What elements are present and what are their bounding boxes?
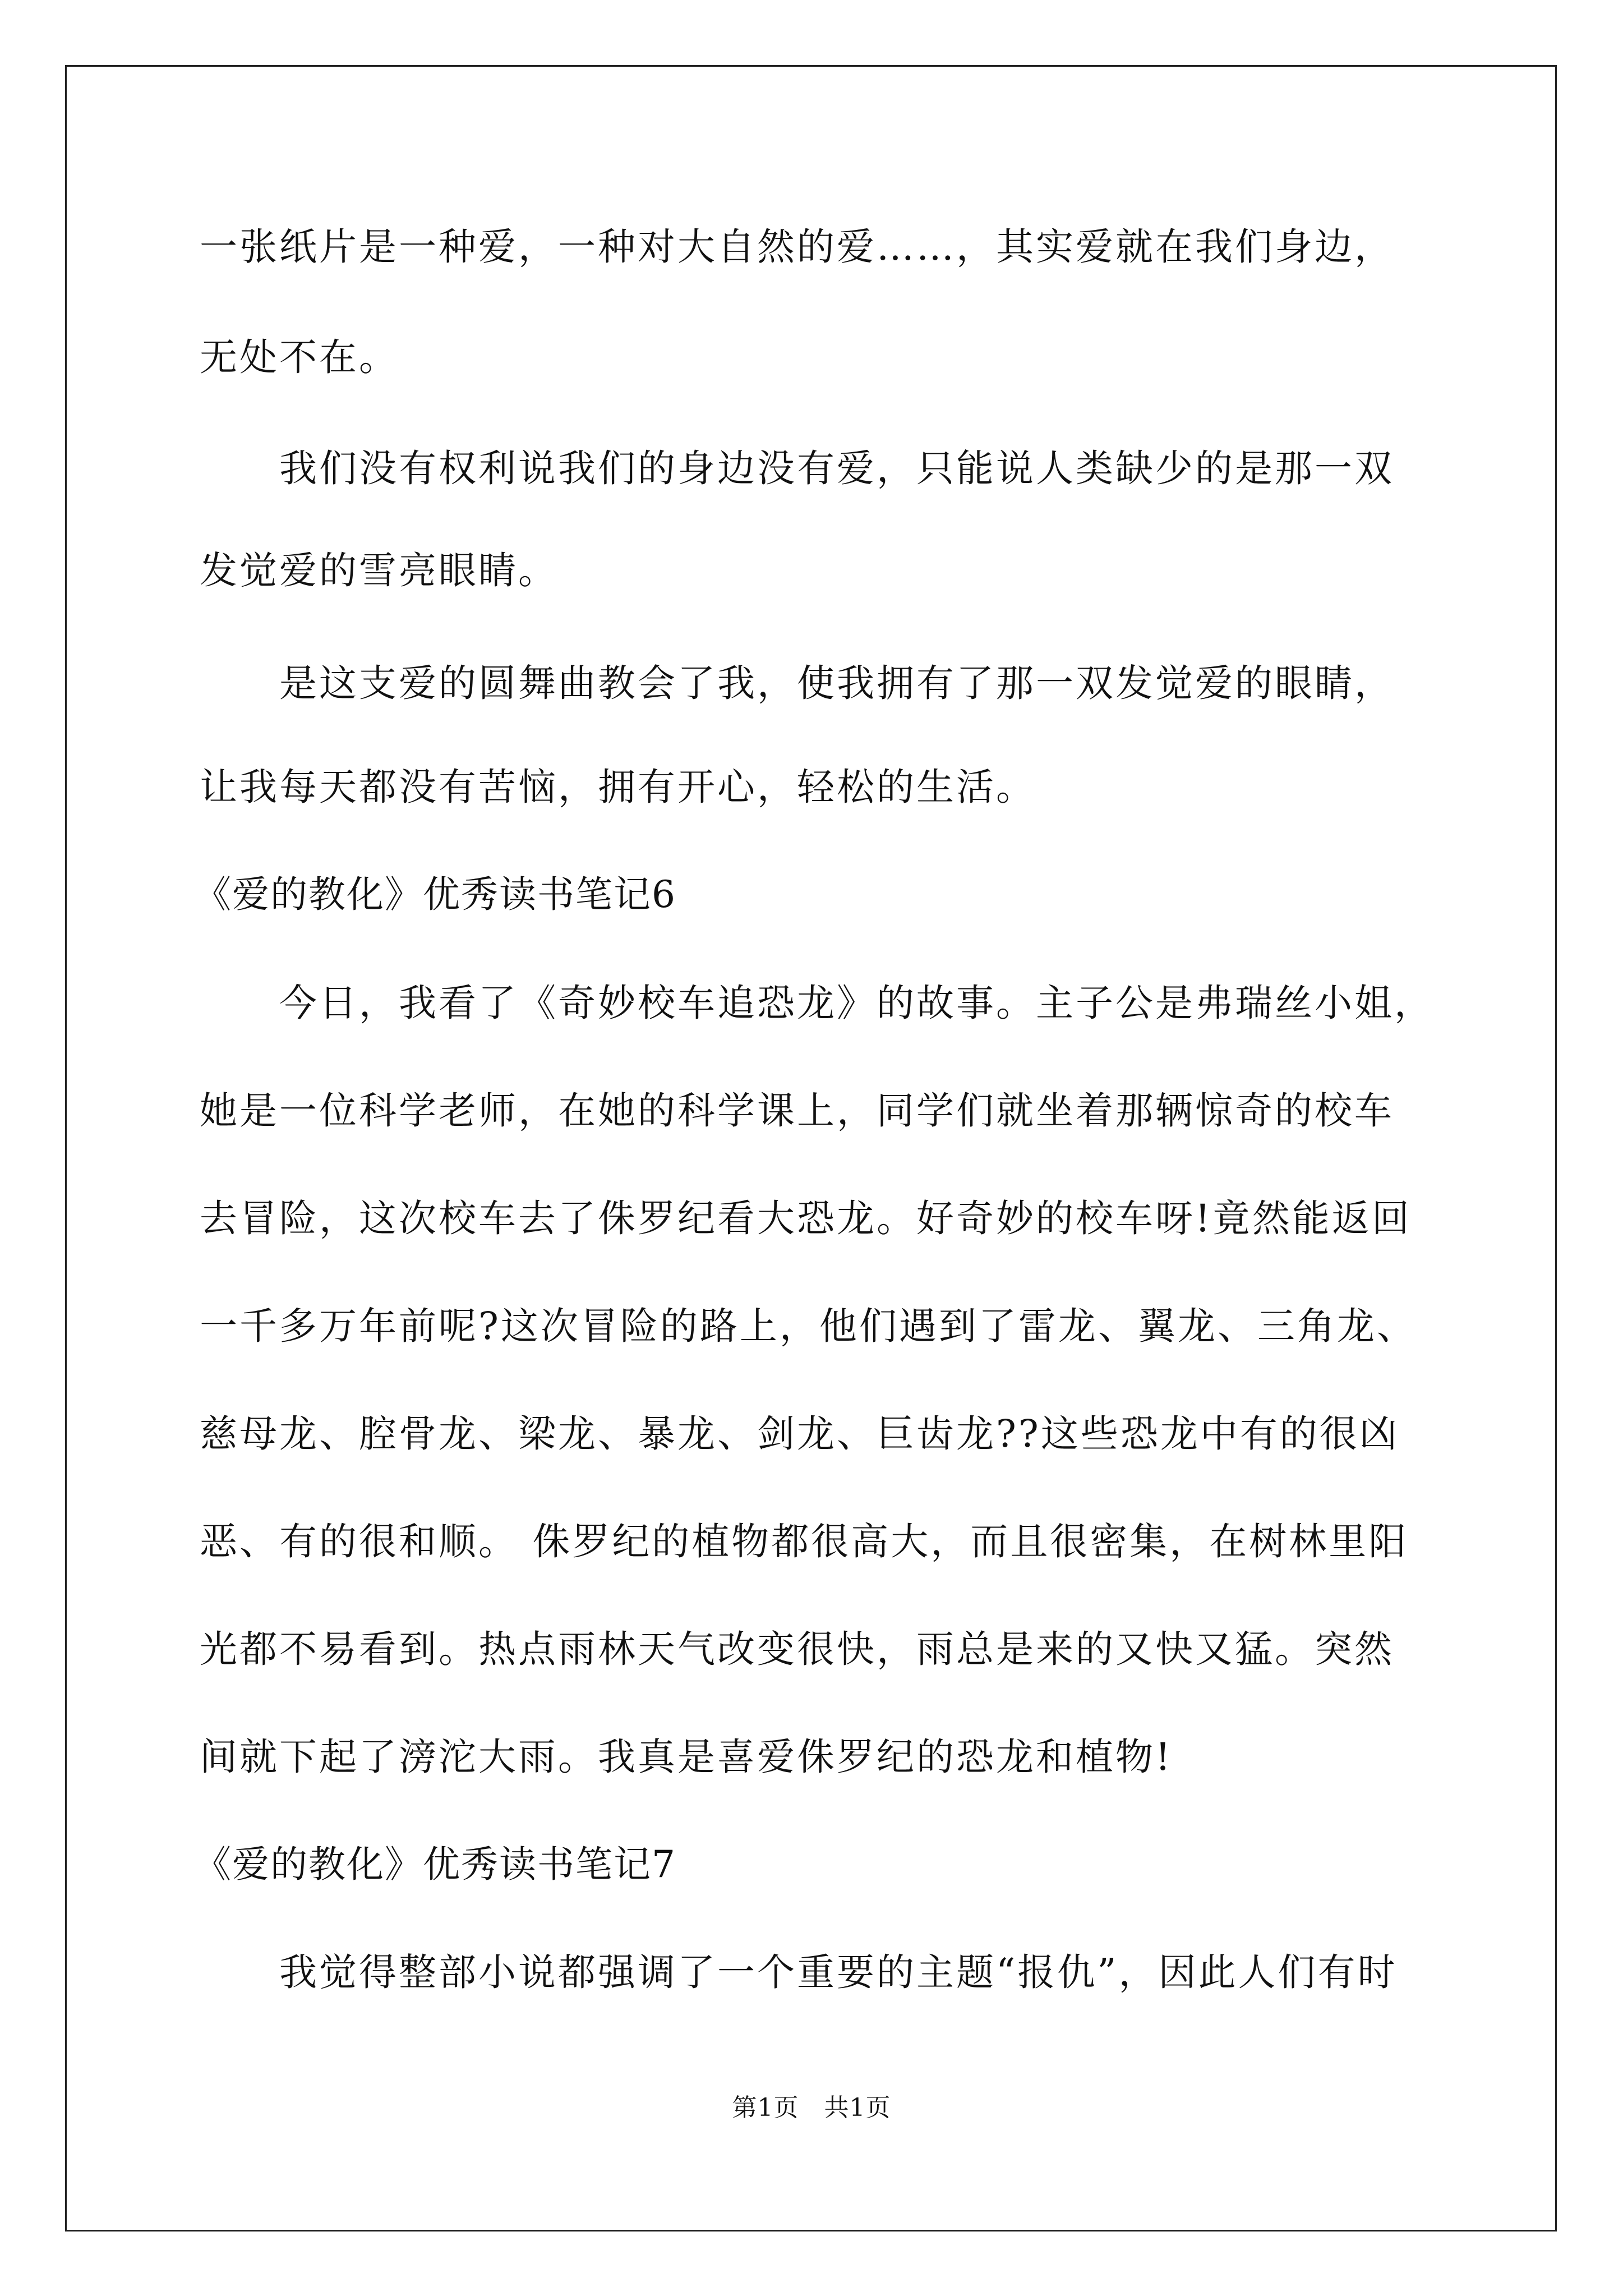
text-line: 光都不易看到。热点雨林天气改变很快，雨总是来的又快又猛。突然 <box>200 1627 1394 1671</box>
text-line: 去冒险，这次校车去了侏罗纪看大恐龙。好奇妙的校车呀!竟然能返回 <box>200 1197 1412 1240</box>
paragraph-start-line: 我觉得整部小说都强调了一个重要的主题“报仇”，因此人们有时 <box>279 1950 1398 1994</box>
page-border <box>65 65 1557 2231</box>
paragraph-start-line: 我们没有权利说我们的身边没有爱，只能说人类缺少的是那一双 <box>279 447 1394 490</box>
text-line: 无处不在。 <box>200 335 399 379</box>
page-number-footer: 第1页 共1页 <box>732 2093 891 2122</box>
text-line: 间就下起了滂沱大雨。我真是喜爱侏罗纪的恐龙和植物! <box>200 1735 1173 1779</box>
text-line: 一张纸片是一种爱，一种对大自然的爱……，其实爱就在我们身边， <box>200 225 1394 269</box>
text-line: 让我每天都没有苦恼，拥有开心，轻松的生活。 <box>200 765 1036 809</box>
text-line: 慈母龙、腔骨龙、梁龙、暴龙、剑龙、巨齿龙??这些恐龙中有的很凶 <box>200 1412 1399 1456</box>
section-heading: 《爱的教化》优秀读书笔记6 <box>194 873 676 916</box>
paragraph-start-line: 今日，我看了《奇妙校车追恐龙》的故事。主子公是弗瑞丝小姐， <box>279 981 1434 1025</box>
paragraph-start-line: 是这支爱的圆舞曲教会了我，使我拥有了那一双发觉爱的眼睛， <box>279 661 1394 705</box>
text-line: 发觉爱的雪亮眼睛。 <box>200 549 558 592</box>
text-line: 她是一位科学老师，在她的科学课上，同学们就坐着那辆惊奇的校车 <box>200 1089 1394 1133</box>
text-line: 一千多万年前呢?这次冒险的路上，他们遇到了雷龙、翼龙、三角龙、 <box>200 1304 1417 1348</box>
section-heading: 《爱的教化》优秀读书笔记7 <box>194 1843 676 1886</box>
text-line: 恶、有的很和顺。 侏罗纪的植物都很高大，而且很密集，在树林里阳 <box>200 1520 1409 1563</box>
